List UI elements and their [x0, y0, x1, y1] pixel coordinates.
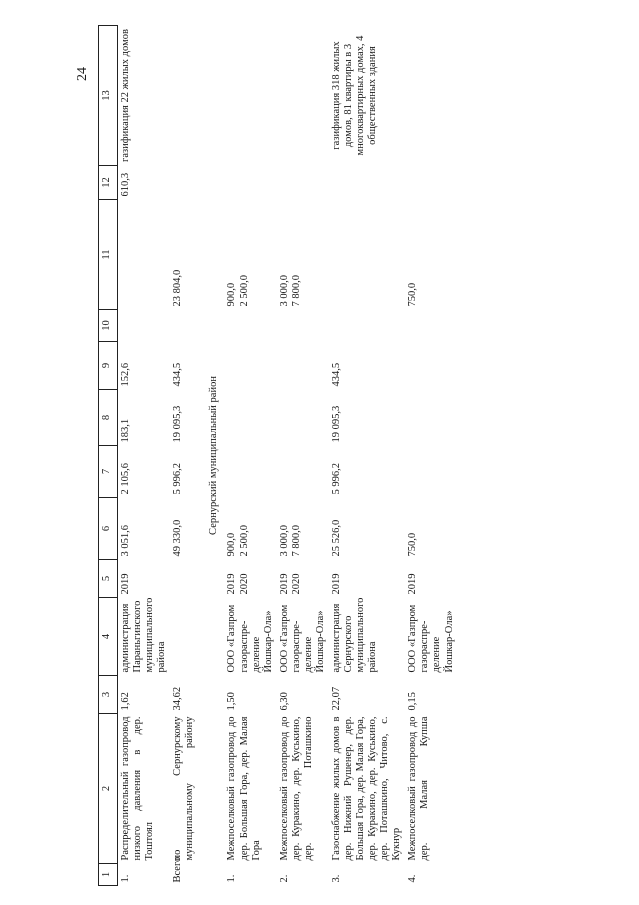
customer: ООО «Газпром газораспре-деление Йошкар-Ола» [226, 604, 274, 673]
cost-municipal [405, 342, 457, 390]
customer: ООО «Газпром газораспре-деление Йошкар-Ола» [407, 604, 455, 673]
cost-extra-line: 750,0 [407, 282, 419, 307]
total-cost [170, 498, 198, 560]
column-header-10: 10 [99, 310, 118, 342]
total-cost [277, 498, 329, 560]
cost-col10 [118, 310, 171, 342]
column-header-2: 2 [99, 714, 118, 864]
gas-projects-table [98, 25, 458, 886]
table-row [118, 26, 171, 886]
cost-republic: 19 095,3 [330, 405, 342, 443]
total-cost-line: 49 330,0 [172, 519, 184, 557]
cost-extra [170, 200, 198, 310]
cost-municipal: 434,5 [172, 362, 184, 387]
cost-col10 [329, 310, 405, 342]
cost-municipal: 434,5 [330, 362, 342, 387]
result [170, 26, 198, 166]
cost-extra [329, 200, 405, 310]
year-line: 2020 [290, 573, 302, 595]
row-number: 2. [278, 874, 290, 883]
total-cost [329, 498, 405, 560]
cost-federal: 5 996,2 [172, 463, 184, 495]
length: 1,50 [226, 692, 238, 711]
column-header-1: 1 [99, 864, 118, 886]
object-name: Межпоселковый газопровод до дер. Малая Купша [407, 716, 431, 861]
page-number: 24 [75, 67, 90, 81]
header-row [99, 26, 118, 886]
table-row [224, 26, 276, 886]
length: 6,30 [278, 692, 290, 711]
total-cost-line: 7 800,0 [290, 525, 302, 557]
result [405, 26, 457, 166]
length: 22,07 [330, 686, 342, 711]
column-header-3: 3 [99, 676, 118, 714]
cost-extra-line: 3 000,0 [278, 275, 290, 307]
total-cost-line: 750,0 [407, 532, 419, 557]
total-cost-line: 3 051,6 [120, 525, 131, 557]
customer: администрация Сернурского муниципального района [330, 597, 379, 673]
year-line: 2019 [120, 573, 131, 595]
object-name: Газоснабжение жилых домов в дер. Нижний Рушенер, дер. Большая Гора, дер. Малая Гора, дер. Куракино, дер. Куськино, дер. Поташкино, Читово, с. Кукнур [330, 716, 403, 861]
cost-municipal [277, 342, 329, 390]
cost-col10 [224, 310, 276, 342]
total-cost [405, 498, 457, 560]
year [277, 560, 329, 598]
table-row [170, 26, 198, 886]
column-header-12: 12 [99, 166, 118, 200]
row-number: 3. [330, 874, 342, 883]
result: газификация 318 жилых домов, 81 квартиры в 3 многоквартирных домах, 4 общественных здания [330, 35, 379, 156]
table-row [329, 26, 405, 886]
section-title: Сернурский муниципальный район [208, 376, 220, 535]
column-header-9: 9 [99, 342, 118, 390]
cost-extra [224, 200, 276, 310]
cost-municipal [224, 342, 276, 390]
column-header-5: 5 [99, 560, 118, 598]
object-name: Межпоселковый газопровод до дер. Куракино, дер. Куськино, дер. Поташкино [278, 716, 314, 861]
column-header-6: 6 [99, 498, 118, 560]
cost-federal [224, 446, 276, 498]
section-row [198, 26, 224, 886]
column-header-11: 11 [99, 200, 118, 310]
total-cost-line: 2 500,0 [238, 525, 250, 557]
row-number: 1. [120, 874, 131, 883]
cost-republic [405, 390, 457, 446]
cost-republic: 183,1 [120, 418, 131, 443]
customer: администрация Параньгинского муниципального района [120, 597, 168, 673]
length: 1,62 [120, 692, 131, 711]
object-name: Межпоселковый газопровод до дер. Большая Гора, дер. Малая Гора [226, 716, 262, 861]
cost-extra-line: 23 804,0 [172, 269, 184, 307]
row-number: 1. [226, 874, 238, 883]
total-cost [224, 498, 276, 560]
total-cost-line: 900,0 [226, 532, 238, 557]
object-name: по Сернурскому муниципальному району [172, 716, 196, 861]
column-header-7: 7 [99, 446, 118, 498]
rotated-table-wrapper [98, 26, 638, 886]
year [405, 560, 457, 598]
total-cost-line: 3 000,0 [278, 525, 290, 557]
year [118, 560, 171, 598]
cost-extra [405, 200, 457, 310]
cost-republic [224, 390, 276, 446]
cost-republic [277, 390, 329, 446]
year-line: 2019 [330, 573, 342, 595]
total-cost [118, 498, 171, 560]
length: 34,62 [172, 686, 184, 711]
result [277, 26, 329, 166]
year-line: 2019 [226, 573, 238, 595]
cost-extra [118, 200, 171, 310]
year [224, 560, 276, 598]
table-row [277, 26, 329, 886]
row-number: Всего [172, 856, 184, 883]
cost-extra-line: 2 500,0 [238, 275, 250, 307]
year-line: 2019 [407, 573, 419, 595]
customer [170, 598, 198, 676]
column-header-4: 4 [99, 598, 118, 676]
cost-federal: 2 105,6 [120, 463, 131, 495]
cost-federal: 5 996,2 [330, 463, 342, 495]
cost-col12 [170, 166, 198, 200]
cost-municipal: 152,6 [120, 362, 131, 387]
cost-republic: 19 095,3 [172, 405, 184, 443]
year [170, 560, 198, 598]
year-line: 2020 [238, 573, 250, 595]
row-number: 4. [407, 874, 419, 883]
column-header-8: 8 [99, 390, 118, 446]
cost-col12 [277, 166, 329, 200]
cost-extra-line: 7 800,0 [290, 275, 302, 307]
cost-federal [405, 446, 457, 498]
table-row [405, 26, 457, 886]
year [329, 560, 405, 598]
cost-extra [277, 200, 329, 310]
cost-col10 [405, 310, 457, 342]
cost-col12 [405, 166, 457, 200]
cost-col10 [277, 310, 329, 342]
result: газификация 22 жилых домов [120, 29, 131, 162]
table-body [118, 26, 458, 886]
cost-federal [277, 446, 329, 498]
result [224, 26, 276, 166]
length: 0,15 [407, 692, 419, 711]
customer: ООО «Газпром газораспре-деление Йошкар-Ола» [278, 604, 326, 673]
year-line: 2019 [278, 573, 290, 595]
cost-col10 [170, 310, 198, 342]
cost-col12 [224, 166, 276, 200]
cost-extra-line: 900,0 [226, 282, 238, 307]
object-name: Распределительный газопровод низкого давления в дер. Тоштоял [120, 716, 156, 861]
cost-col12 [329, 166, 405, 200]
total-cost-line: 25 526,0 [330, 519, 342, 557]
cost-col12: 610,3 [120, 172, 131, 197]
column-header-13: 13 [99, 26, 118, 166]
